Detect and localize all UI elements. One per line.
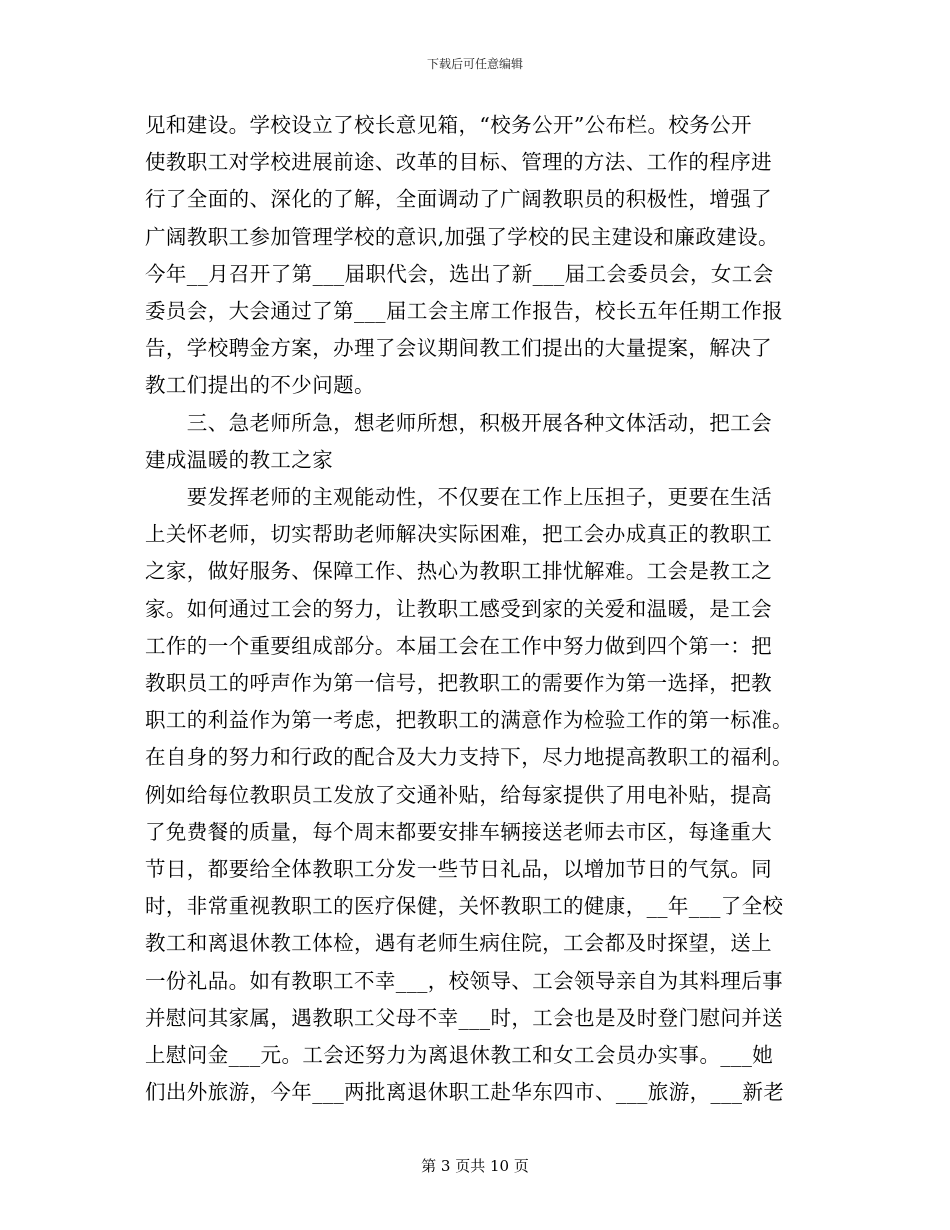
text-line: 家。如何通过工会的努力，让教职工感受到家的关爱和温暖，是工会 — [145, 596, 772, 621]
text-line: 了免费餐的质量，每个周末都要安排车辆接送老师去市区，每逢重大 — [145, 819, 772, 844]
text-line: 教职员工的呼声作为第一信号，把教职工的需要作为第一选择，把教 — [145, 671, 772, 696]
section-heading-line: 三、急老师所急，想老师所想，积极开展各种文体活动，把工会 — [145, 410, 772, 435]
text-line: 要发挥老师的主观能动性，不仅要在工作上压担子，更要在生活 — [145, 485, 772, 510]
text-line: 并慰问其家属，遇教职工父母不幸___时，工会也是及时登门慰问并送 — [145, 1005, 784, 1030]
text-line: 使教职工对学校进展前途、改革的目标、管理的方法、工作的程序进 — [145, 150, 772, 175]
text-line: 广阔教职工参加管理学校的意识,加强了学校的民主建设和廉政建设。 — [145, 224, 779, 249]
text-line: 上慰问金___元。工会还努力为离退休教工和女工会员办实事。___她 — [145, 1043, 774, 1068]
text-line: 告，学校聘金方案，办理了会议期间教工们提出的大量提案，解决了 — [145, 336, 772, 361]
text-line: 一份礼品。如有教职工不幸___，校领导、工会领导亲自为其料理后事 — [145, 968, 784, 993]
text-line: 行了全面的、深化的了解，全面调动了广阔教职员的积极性，增强了 — [145, 187, 772, 212]
text-line: 上关怀老师，切实帮助老师解决实际困难，把工会办成真正的教职工 — [145, 522, 772, 547]
document-body — [145, 107, 805, 1111]
text-line: 们出外旅游，今年___两批离退休职工赴华东四市、___旅游，___新老 — [145, 1080, 785, 1105]
text-line: 教工和离退休教工体检，遇有老师生病住院，工会都及时探望，送上 — [145, 931, 772, 956]
text-line: 今年__月召开了第___届职代会，选出了新___届工会委员会，女工会 — [145, 261, 774, 286]
text-line: 节日，都要给全体教职工分发一些节日礼品，以增加节日的气氛。同 — [145, 857, 772, 882]
text-line: 工作的一个重要组成部分。本届工会在工作中努力做到四个第一：把 — [145, 633, 772, 658]
page-number: 第 3 页共 10 页 — [421, 1157, 529, 1175]
text-line: 例如给每位教职员工发放了交通补贴，给每家提供了用电补贴，提高 — [145, 782, 772, 807]
text-line: 在自身的努力和行政的配合及大力支持下，尽力地提高教职工的福利。 — [145, 745, 793, 770]
text-line: 职工的利益作为第一考虑，把教职工的满意作为检验工作的第一标准。 — [145, 708, 793, 733]
text-line: 委员会，大会通过了第___届工会主席工作报告，校长五年任期工作报 — [145, 299, 784, 324]
page-header: 下载后可任意编辑 — [426, 57, 523, 71]
text-line: 见和建设。学校设立了校长意见箱，“校务公开”公布栏。校务公开 — [145, 113, 752, 137]
text-line: 时，非常重视教职工的医疗保健，关怀教职工的健康，__年___了全校 — [145, 894, 784, 919]
section-heading-line: 建成温暖的教工之家 — [145, 447, 334, 472]
text-line: 教工们提出的不少问题。 — [145, 373, 375, 398]
text-line: 之家，做好服务、保障工作、热心为教职工排忧解难。工会是教工之 — [145, 559, 772, 584]
